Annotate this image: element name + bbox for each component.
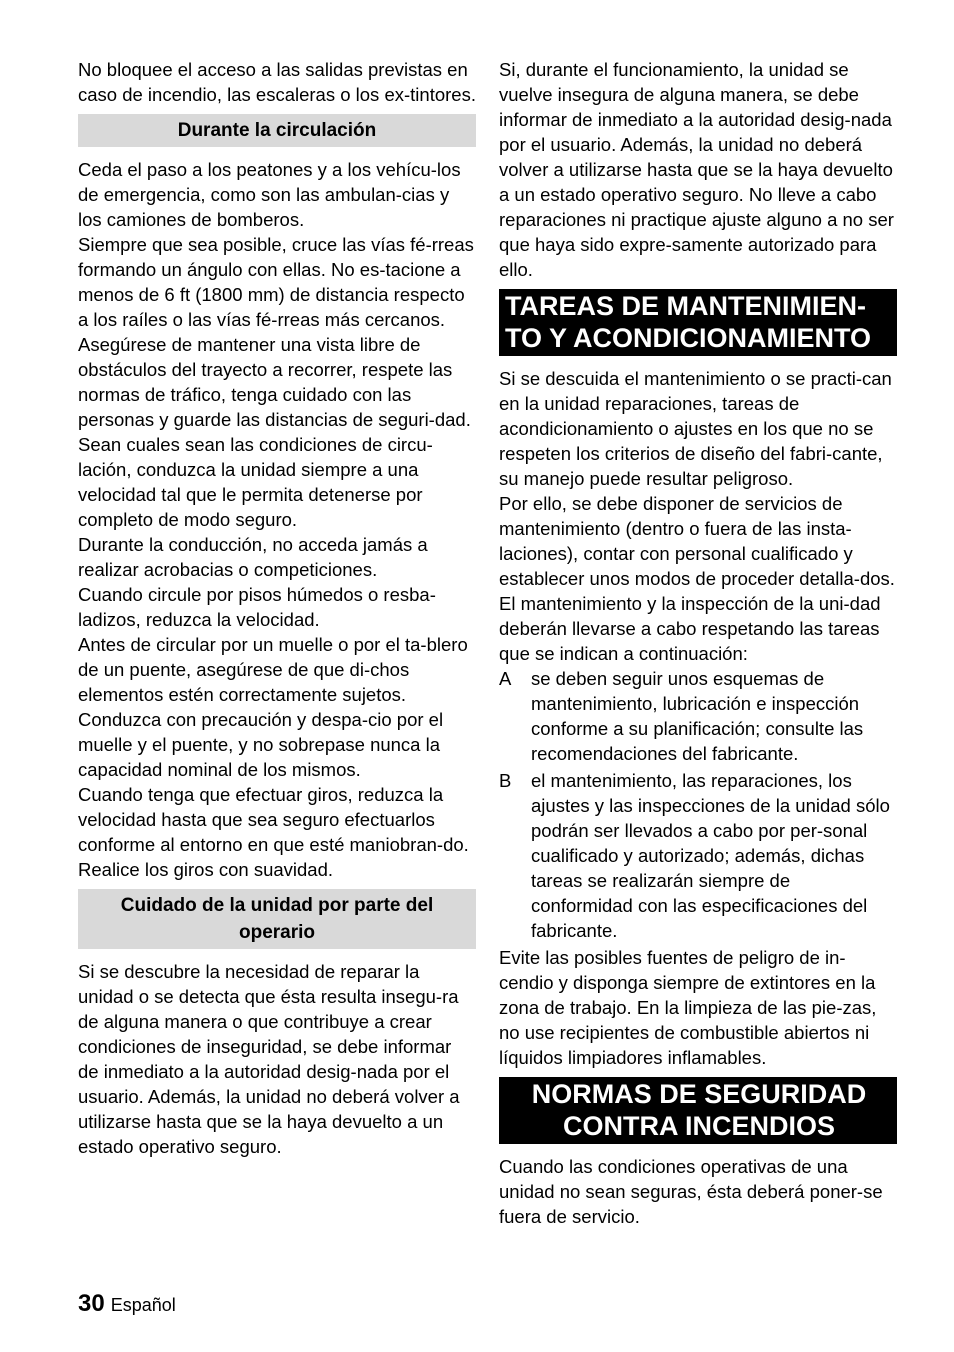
paragraph: Cuando tenga que efectuar giros, reduzca la velocidad hasta que sea seguro efectuarlos conforme al entorno en que esté maniobran-do. Realice los giros con suavidad. [78, 784, 469, 880]
list-text: el mantenimiento, las reparaciones, los ajustes y las inspecciones de la unidad sólo podrán ser llevados a cabo por per-sonal cualificado y autorizado; además, dichas tareas se realizarán siempre de conformidad con las especificaciones del fabricante. [531, 770, 890, 941]
paragraph: Sean cuales sean las condiciones de circu-lación, conduzca la unidad siempre a una velocidad tal que le permita detenerse por completo de modo seguro. [78, 434, 433, 530]
section-heading-operator-care: Cuidado de la unidad por parte del operario [78, 889, 476, 949]
list-text: se deben seguir unos esquemas de mantenimiento, lubricación e inspección conforme a su planificación; consulte las recomendaciones del fabricante. [531, 668, 864, 764]
page-number: 30 [78, 1290, 105, 1317]
page-footer [78, 1290, 176, 1318]
heading-line: CONTRA INCENDIOS [562, 1111, 835, 1141]
paragraph: Evite las posibles fuentes de peligro de in-cendio y disponga siempre de extintores en la zona de trabajo. En la limpieza de las pie-zas, no use recipientes de combustible abiertos ni líquidos limpiadores inflamables. [499, 947, 877, 1068]
intro-paragraph: No bloquee el acceso a las salidas previstas en caso de incendio, las escaleras o los ex-tintores. [78, 59, 476, 105]
left-column [78, 57, 476, 1159]
paragraph: Asegúrese de mantener una vista libre de obstáculos del trayecto a recorrer, respete las normas de tráfico, tenga cuidado con las personas y guarde las distancias de seguri-dad. [78, 334, 471, 430]
list-item [499, 768, 897, 943]
heading-maintenance [499, 289, 897, 356]
heading-line: TAREAS DE MANTENIMIEN- [505, 291, 866, 321]
list-marker: A [499, 668, 512, 689]
section-heading-circulation: Durante la circulación [78, 114, 476, 147]
heading-line: NORMAS DE SEGURIDAD [531, 1079, 867, 1109]
paragraph: Ceda el paso a los peatones y a los vehícu-los de emergencia, como son las ambulan-cias y los camiones de bomberos. [78, 159, 461, 230]
paragraph: Cuando las condiciones operativas de una unidad no sean seguras, ésta deberá poner-se fuera de servicio. [499, 1156, 883, 1227]
list-item [499, 666, 897, 766]
paragraph: Antes de circular por un muelle o por el ta-blero de un puente, asegúrese de que di-chos elementos estén correctamente sujetos. Conduzca con precaución y despa-cio por el muelle y el puente, y no sobrepase nunca la capacidad nominal de los mismos. [78, 634, 468, 780]
paragraph: El mantenimiento y la inspección de la uni-dad deberán llevarse a cabo respetando las tareas que se indican a continuación: [499, 593, 881, 664]
intro-paragraph: Si, durante el funcionamiento, la unidad se vuelve insegura de alguna manera, se debe informar de inmediato a la autoridad desig-nada por el usuario. Además, la unidad no deberá volver a utilizarse hasta que se la haya devuelto a un estado operativo seguro. No lleve a cabo reparaciones ni practique ajuste alguno a no ser que haya sido expre-samente autorizado para ello. [499, 59, 894, 280]
paragraph: Si se descubre la necesidad de reparar la unidad o se detecta que ésta resulta insegu-ra de alguna manera o que contribuye a crear condiciones de inseguridad, se debe informar de inmediato a la autoridad desig-nada por el usuario. Además, la unidad no deberá volver a utilizarse hasta que se la haya devuelto a un estado operativo seguro. [78, 961, 460, 1157]
heading-line: TO Y ACONDICIONAMIENTO [505, 323, 872, 353]
paragraph: Siempre que sea posible, cruce las vías fé-rreas formando un ángulo con ellas. No es-tacione a menos de 6 ft (1800 mm) de distancia respecto a los raíles o las vías fé-rreas más cercanos. [78, 234, 474, 330]
paragraph: Por ello, se debe disponer de servicios de mantenimiento (dentro o fuera de las insta-laciones), contar con personal cualificado y establecer unos modos de proceder detalla-dos. [499, 493, 895, 589]
paragraph: Durante la conducción, no acceda jamás a realizar acrobacias o competiciones. [78, 534, 428, 580]
right-column [499, 57, 897, 1229]
list-marker: B [499, 770, 512, 791]
paragraph: Si se descuida el mantenimiento o se practi-can en la unidad reparaciones, tareas de acondicionamiento o ajustes en los que no se respeten los criterios de diseño del fabri-cante, su manejo puede resultar peligroso. [499, 368, 892, 489]
paragraph: Cuando circule por pisos húmedos o resba-ladizos, reduzca la velocidad. [78, 584, 436, 630]
footer-language: Español [110, 1295, 176, 1315]
heading-fire-safety [499, 1077, 897, 1144]
